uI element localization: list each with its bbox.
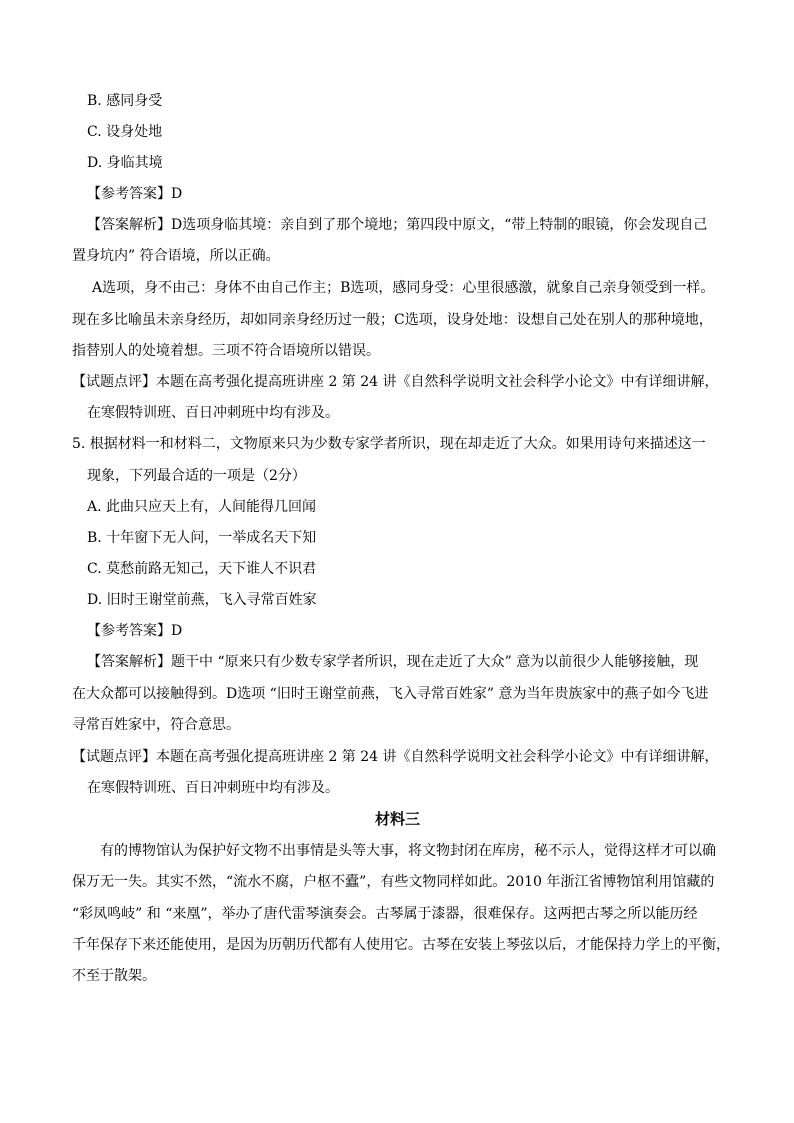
material-paragraph-line: 千年保存下来还能使用，是因为历朝历代都有人使用它。古琴在安装上琴弦以后，才能保持力学上的平衡， bbox=[72, 937, 730, 953]
q5-comment-line: 在寒假特训班、百日冲刺班中均有涉及。 bbox=[87, 780, 339, 796]
q5-analysis-line: 在大众都可以接触得到。D选项 “旧时王谢堂前燕，飞入寻常百姓家” 意为当年贵族家中的燕子如今飞进 bbox=[72, 686, 709, 702]
q5-stem-line: 5. 根据材料一和材料二，文物原来只为少数专家学者所识，现在却走近了大众。如果用诗句来描述这一 bbox=[72, 436, 706, 452]
q4-analysis-line: 指替别人的处境着想。三项不符合语境所以错误。 bbox=[72, 343, 380, 359]
q4-analysis-line: 【答案解析】D选项身临其境：亲自到了那个境地；第四段中原文，“带上特制的眼镜，你会发现自己 bbox=[87, 217, 708, 233]
q5-comment-line: 【试题点评】本题在高考强化提高班讲座 2 第 24 讲《自然科学说明文社会科学小论文》中有详细讲解， bbox=[72, 749, 719, 765]
q5-stem-line: 现象，下列最合适的一项是（2分） bbox=[87, 468, 306, 484]
q5-analysis-line: 寻常百姓家中，符合意思。 bbox=[72, 717, 240, 733]
material-paragraph-line: 有的博物馆认为保护好文物不出事情是头等大事，将文物封闭在库房，秘不示人，觉得这样才可以确 bbox=[100, 843, 716, 859]
q4-comment-line: 在寒假特训班、百日冲刺班中均有涉及。 bbox=[87, 405, 339, 421]
q4-analysis-line: 置身坑内” 符合语境，所以正确。 bbox=[72, 248, 280, 264]
q4-option-c: C. 设身处地 bbox=[87, 124, 163, 140]
q4-option-b: B. 感同身受 bbox=[87, 93, 163, 109]
material-paragraph-line: “彩凤鸣岐” 和 “来凰”，举办了唐代雷琴演奏会。古琴属于漆器，很难保存。这两把古琴之所以能历经 bbox=[72, 906, 698, 922]
q5-option-d: D. 旧时王谢堂前燕，飞入寻常百姓家 bbox=[87, 592, 317, 608]
q5-option-b: B. 十年窗下无人问，一举成名天下知 bbox=[87, 530, 317, 546]
q4-answer: 【参考答案】D bbox=[87, 186, 183, 202]
q5-answer: 【参考答案】D bbox=[87, 623, 183, 639]
material-title: 材料三 bbox=[375, 810, 421, 828]
q4-option-d: D. 身临其境 bbox=[87, 155, 163, 171]
q5-option-c: C. 莫愁前路无知己，天下谁人不识君 bbox=[87, 561, 317, 577]
material-paragraph-line: 保万无一失。其实不然，“流水不腐，户枢不蠹”，有些文物同样如此。2010 年浙江省博物馆利用馆藏的 bbox=[72, 874, 715, 890]
q5-analysis-line: 【答案解析】题干中 “原来只有少数专家学者所识，现在走近了大众” 意为以前很少人能够接触，现 bbox=[87, 654, 699, 670]
q4-analysis-line: A选项，身不由己：身体不由自己作主；B选项，感同身受：心里很感激，就象自己亲身领受到一样。 bbox=[92, 280, 715, 296]
q4-analysis-line: 现在多比喻虽未亲身经历，却如同亲身经历过一般；C选项，设身处地：设想自己处在别人的那种境地， bbox=[72, 312, 713, 328]
material-paragraph-line: 不至于散架。 bbox=[72, 968, 156, 984]
q4-comment-line: 【试题点评】本题在高考强化提高班讲座 2 第 24 讲《自然科学说明文社会科学小论文》中有详细讲解， bbox=[72, 374, 719, 390]
q5-option-a: A. 此曲只应天上有，人间能得几回闻 bbox=[87, 499, 317, 515]
